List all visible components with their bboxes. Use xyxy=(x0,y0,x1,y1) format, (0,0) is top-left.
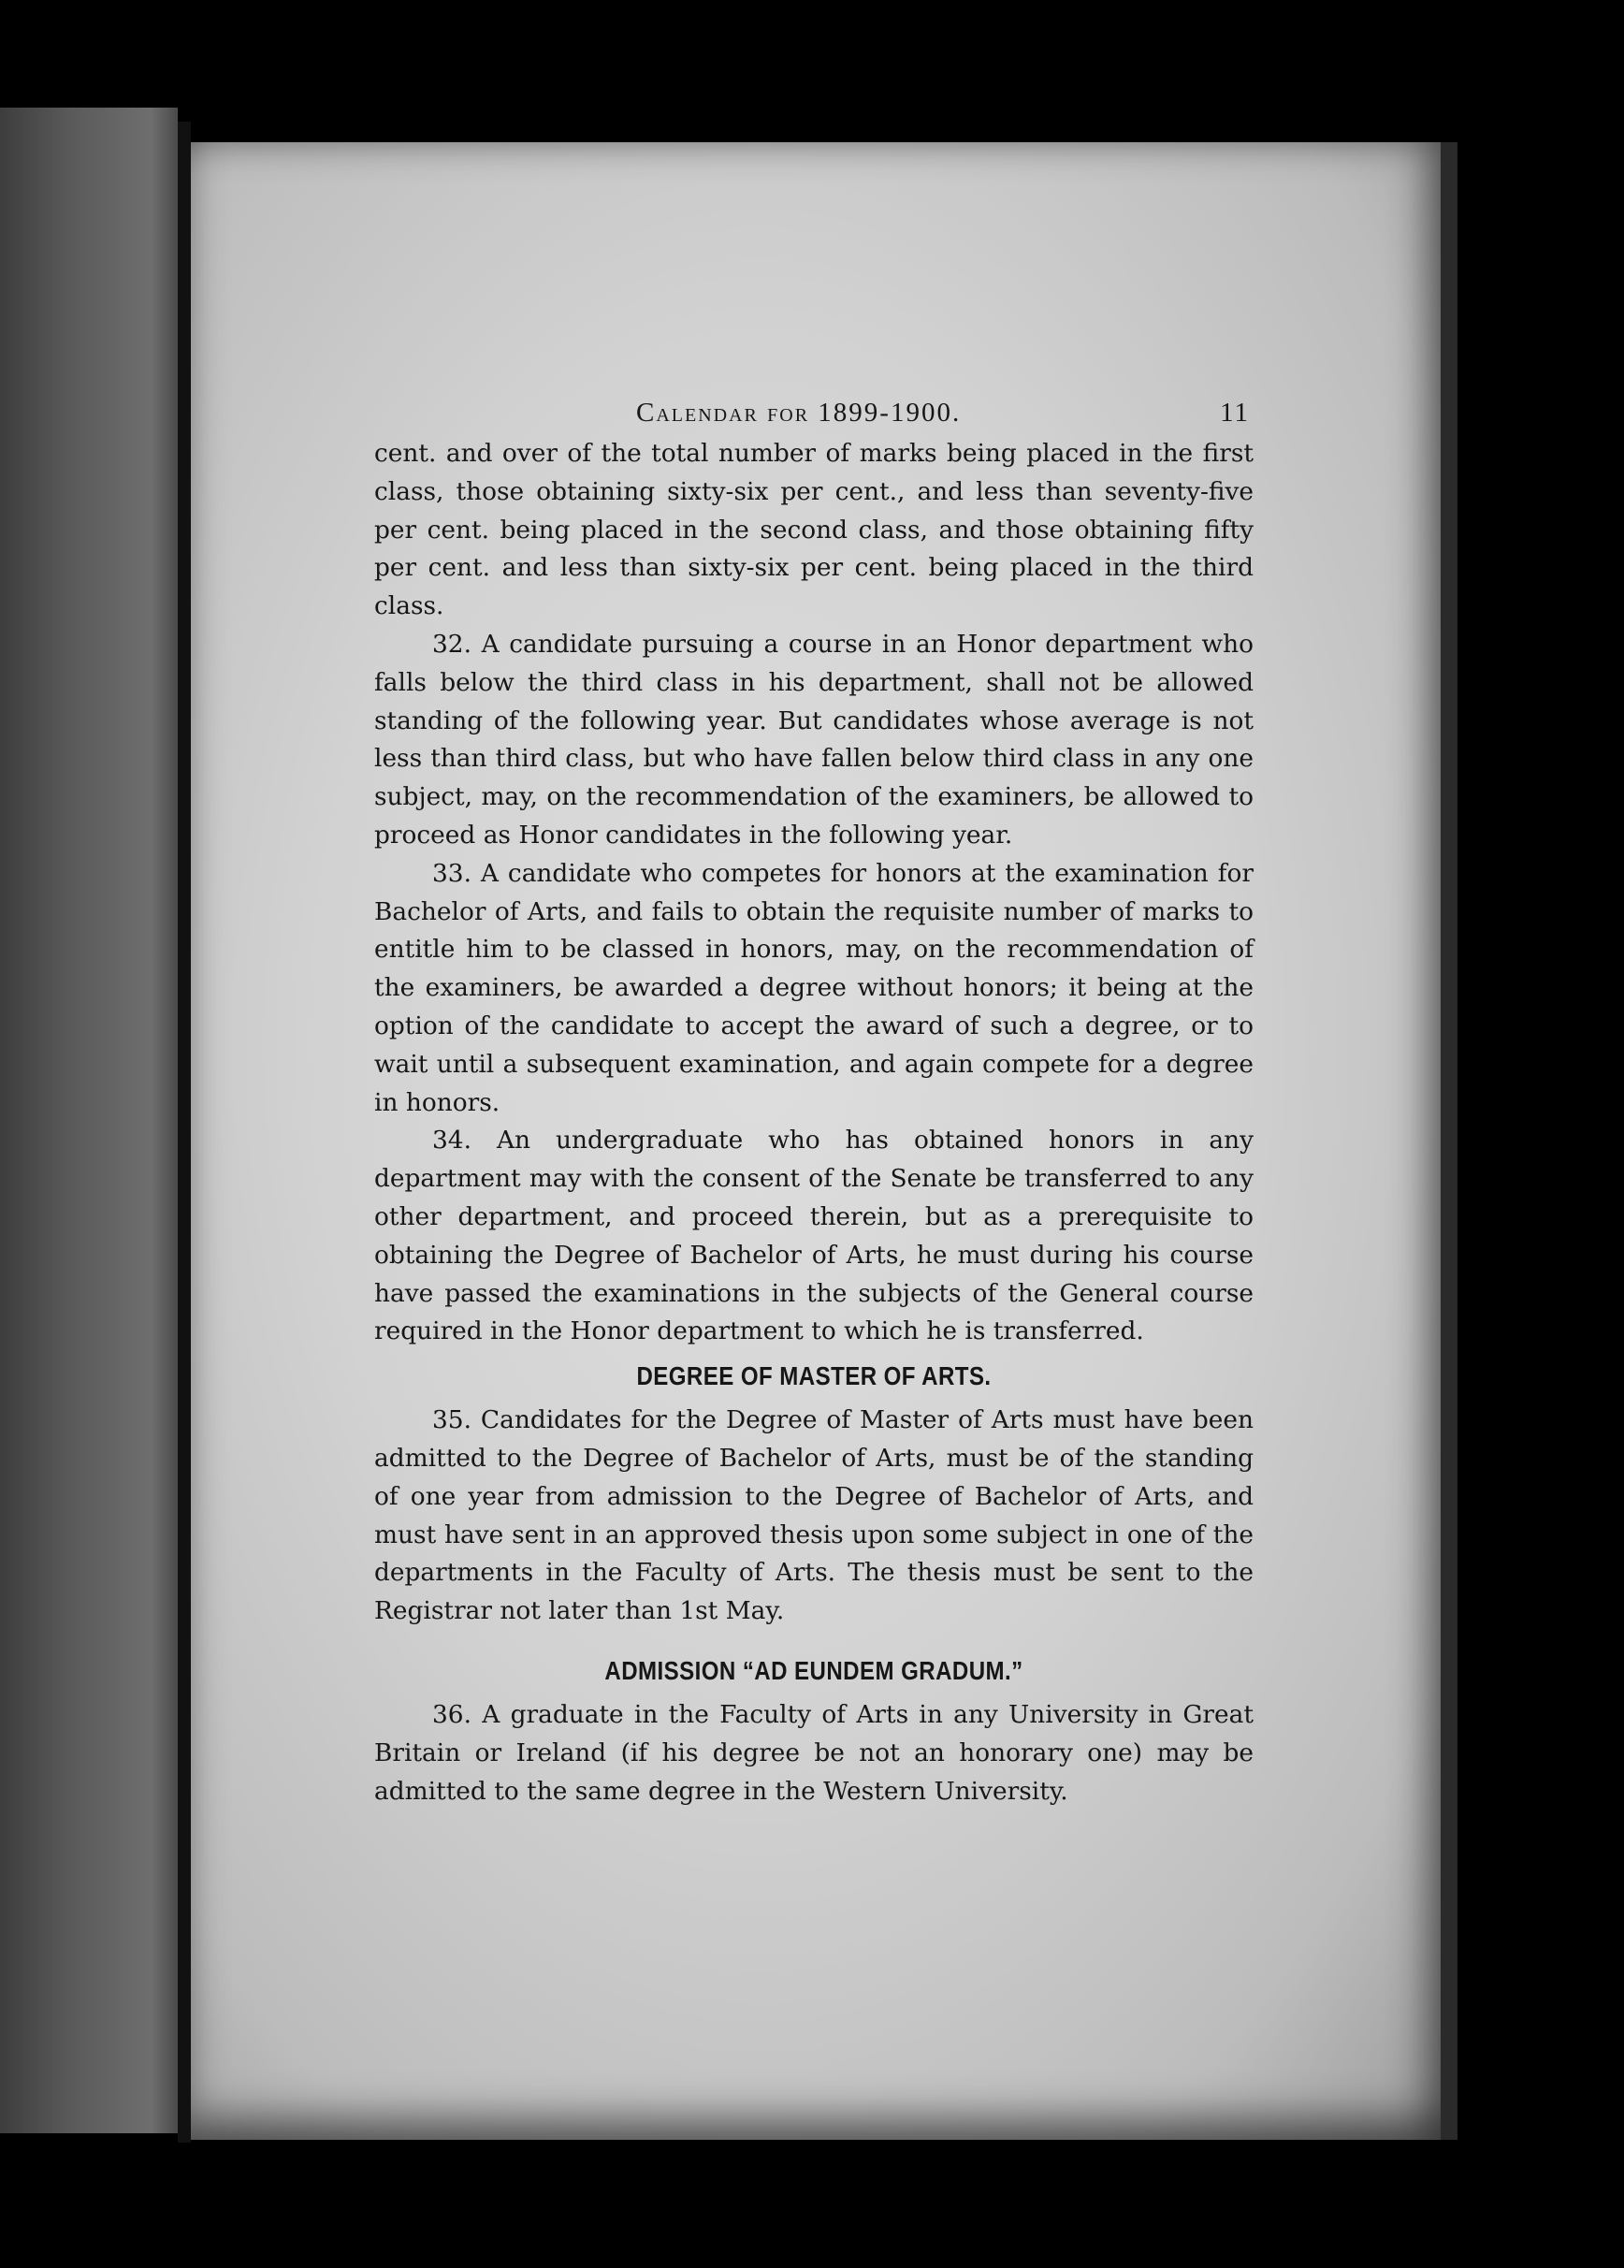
paragraph-32: 32. A candidate pursuing a course in an Honor department who falls below the third class in his department, shall not be allowed standing of the following year. But candidates whose average is not less than third class, but who have fallen below third class in any one subject, may, on the recommendation of the examiners, be allowed to proceed as Honor candidates in the following year. xyxy=(374,629,1254,850)
paragraph-31-continued: cent. and over of the total number of marks being placed in the first class, those obtaining sixty-six per cent., and less than seventy-five per cent. being placed in the second class, and those obtaining fifty per cent. and less than sixty-six per cent. being placed in the third class. xyxy=(374,439,1254,621)
paragraph-34: 34. An undergraduate who has obtained honors in any department may with the consent of the Senate be transferred to any other department, and proceed therein, but as a prerequisite to obtaining the Degree of Bachelor of Arts, he must during his course have passed the examinations in the subjects of the General course required in the Honor department to which he is transferred. xyxy=(374,1126,1254,1346)
running-head xyxy=(374,388,1254,435)
running-title: Calendar for 1899-1900. xyxy=(636,398,962,428)
paragraph-33: 33. A candidate who competes for honors at the examination for Bachelor of Arts, and fails to obtain the requisite number of marks to entitle him to be classed in honors, may, on the recommendation of the examiners, be awarded a degree without honors; it being at the option of the candidate to accept the award of such a degree, or to wait until a subsequent examination, and again compete for a degree in honors. xyxy=(374,858,1254,1117)
page-text xyxy=(374,388,1254,1810)
page-number: 11 xyxy=(1220,398,1250,428)
page-edge xyxy=(1441,142,1457,2140)
left-page xyxy=(0,108,178,2133)
section-heading-ad-eundem: ADMISSION “AD EUNDEM GRADUM.” xyxy=(604,1655,1023,1685)
paragraph-35: 35. Candidates for the Degree of Master of Arts must have been admitted to the Degree of Bachelor of Arts, must be of the standing of one year from admission to the Degree of Bachelor of Arts, and must have sent in an approved thesis upon some subject in one of the departments in the Faculty of Arts. The thesis must be sent to the Registrar not later than 1st May. xyxy=(374,1405,1254,1626)
paragraph-36: 36. A graduate in the Faculty of Arts in any University in Great Britain or Ireland (if his degree be not an honorary one) may be admitted to the same degree in the Western University. xyxy=(374,1699,1254,1806)
section-heading-master-of-arts: DEGREE OF MASTER OF ARTS. xyxy=(636,1361,992,1391)
book-spine xyxy=(178,122,191,2143)
